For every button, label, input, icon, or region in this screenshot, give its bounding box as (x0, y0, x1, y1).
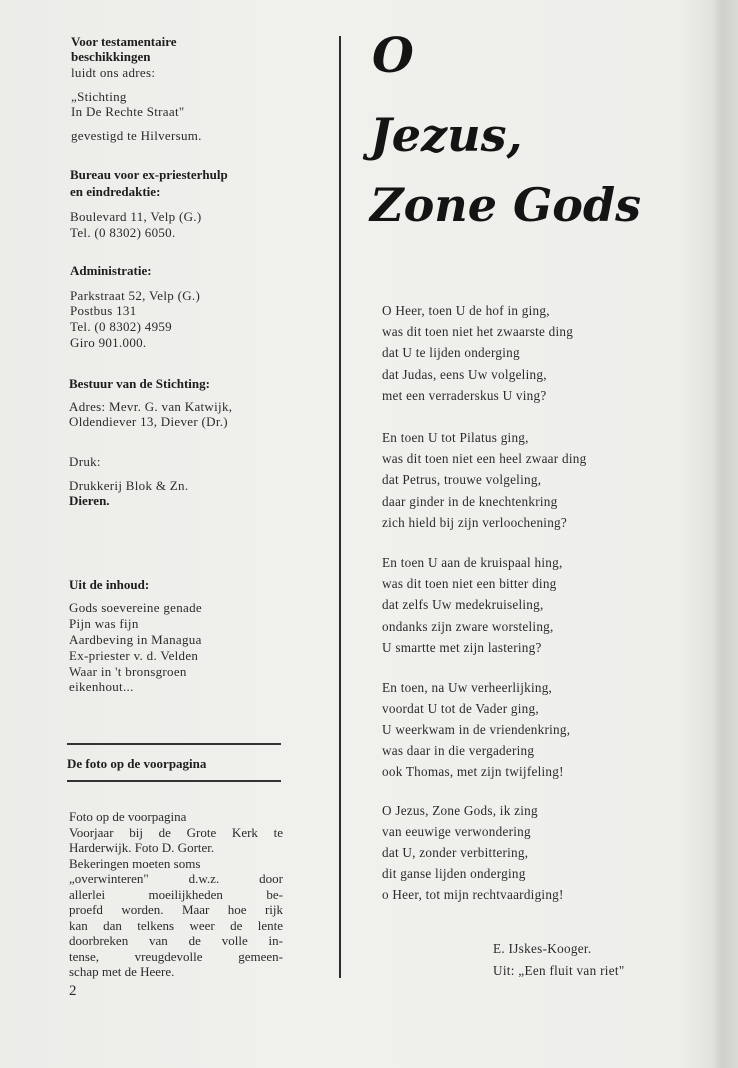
testament-heading-line-2: beschikkingen (71, 49, 151, 64)
bureau-heading-line-2: en eindredaktie: (70, 184, 161, 199)
bestuur-line-2: Oldendiever 13, Diever (Dr.) (69, 414, 228, 429)
poem-line: dit ganse lijden onderging (382, 866, 526, 881)
poem-line: dat Petrus, trouwe volgeling, (382, 472, 542, 487)
foto-caption-line: proefd worden. Maar hoe rijk (69, 902, 283, 917)
druk-line-1: Drukkerij Blok & Zn. (69, 478, 189, 493)
poem-line: U weerkwam in de vriendenkring, (382, 722, 571, 737)
poem-line: daar ginder in de knechtenkring (382, 494, 558, 509)
page-edge-shadow (712, 0, 738, 1068)
administratie-line: Postbus 131 (70, 303, 137, 318)
bestuur-line-1: Adres: Mevr. G. van Katwijk, (69, 399, 233, 414)
poem-line: was dit toen niet een bitter ding (382, 576, 557, 591)
poem-line: En toen U aan de kruispaal hing, (382, 555, 563, 570)
inhoud-item: Ex-priester v. d. Velden (69, 648, 199, 663)
poem-line: was dit toen niet het zwaarste ding (382, 324, 574, 339)
druk-line-2: Dieren. (69, 493, 110, 508)
poem-line: dat U te lijden onderging (382, 345, 520, 360)
foto-caption-line: Foto op de voorpagina (69, 809, 187, 824)
foto-caption (69, 809, 283, 980)
bureau-address: Boulevard 11, Velp (G.) (70, 209, 202, 224)
poem-line: En toen U tot Pilatus ging, (382, 430, 529, 445)
poem-line: dat Judas, eens Uw volgeling, (382, 367, 547, 382)
foto-caption-line: Voorjaar bij de Grote Kerk te (69, 824, 283, 840)
title-line-2: Jezus, (370, 108, 523, 162)
poem-line: En toen, na Uw verheerlijking, (382, 680, 553, 695)
page-number: 2 (69, 983, 77, 999)
poem-line: O Heer, toen U de hof in ging, (382, 303, 550, 318)
poem-line: dat U, zonder verbittering, (382, 845, 529, 860)
bestuur-heading: Bestuur van de Stichting: (69, 376, 210, 391)
poem-line: voordat U tot de Vader ging, (382, 701, 539, 716)
administratie-line: Parkstraat 52, Velp (G.) (70, 288, 201, 303)
bureau-phone: Tel. (0 8302) 6050. (70, 225, 176, 240)
administratie-heading: Administratie: (70, 263, 152, 278)
poem-line: van eeuwige verwondering (382, 824, 531, 839)
administratie-line: Giro 901.000. (70, 335, 147, 350)
poem-line: dat zelfs Uw medekruiseling, (382, 597, 544, 612)
poem-line: was dit toen niet een heel zwaar ding (382, 451, 587, 466)
foto-heading: De foto op de voorpagina (67, 756, 207, 771)
title-line-3: Zone Gods (370, 178, 642, 232)
administratie-line: Tel. (0 8302) 4959 (70, 319, 172, 334)
left-column (0, 0, 300, 1068)
foto-caption-line: doorbreken van de volle in- (69, 933, 283, 948)
poem-line: O Jezus, Zone Gods, ik zing (382, 803, 538, 818)
poem-source: Uit: „Een fluit van riet" (493, 963, 625, 978)
testament-address-1: „Stichting (71, 89, 127, 104)
inhoud-item: eikenhout... (69, 679, 134, 694)
druk-heading: Druk: (69, 454, 101, 469)
inhoud-heading: Uit de inhoud: (69, 577, 150, 592)
poem-line: U smartte met zijn lastering? (382, 640, 542, 655)
poem-line: zich hield bij zijn verloochening? (382, 515, 568, 530)
inhoud-item: Waar in 't bronsgroen (69, 664, 187, 679)
foto-caption-line: kan dan telkens weer de lente (69, 917, 283, 933)
foto-rule-bottom (67, 780, 281, 782)
foto-caption-line: Bekeringen moeten soms (69, 855, 201, 871)
poem-line: ondanks zijn zware worsteling, (382, 619, 554, 634)
column-divider (339, 36, 341, 978)
poem-author: E. IJskes-Kooger. (493, 941, 592, 956)
bureau-heading-line-1: Bureau voor ex-priesterhulp (70, 167, 228, 182)
testament-heading-line-1: Voor testamentaire (71, 34, 177, 49)
foto-caption-line: Harderwijk. Foto D. Gorter. (69, 840, 215, 855)
foto-caption-line: schap met de Heere. (69, 964, 175, 979)
poem-line: met een verraderskus U ving? (382, 388, 547, 403)
title-line-1: O (372, 28, 414, 84)
poem-line: ook Thomas, met zijn twijfeling! (382, 764, 564, 779)
poem-line: o Heer, tot mijn rechtvaardiging! (382, 887, 564, 902)
inhoud-item: Gods soevereine genade (69, 600, 202, 615)
foto-caption-line: „overwinteren" d.w.z. door (69, 871, 283, 886)
poem-line: was daar in die vergadering (382, 743, 535, 758)
testament-address-3: gevestigd te Hilversum. (71, 128, 202, 143)
foto-caption-line: allerlei moeilijkheden be- (69, 886, 283, 902)
inhoud-item: Pijn was fijn (69, 616, 139, 631)
inhoud-item: Aardbeving in Managua (69, 632, 202, 647)
foto-caption-line: tense, vreugdevolle gemeen- (69, 948, 283, 964)
testament-address-2: In De Rechte Straat" (71, 104, 185, 119)
foto-rule-top (67, 743, 281, 745)
testament-text: luidt ons adres: (71, 65, 156, 80)
